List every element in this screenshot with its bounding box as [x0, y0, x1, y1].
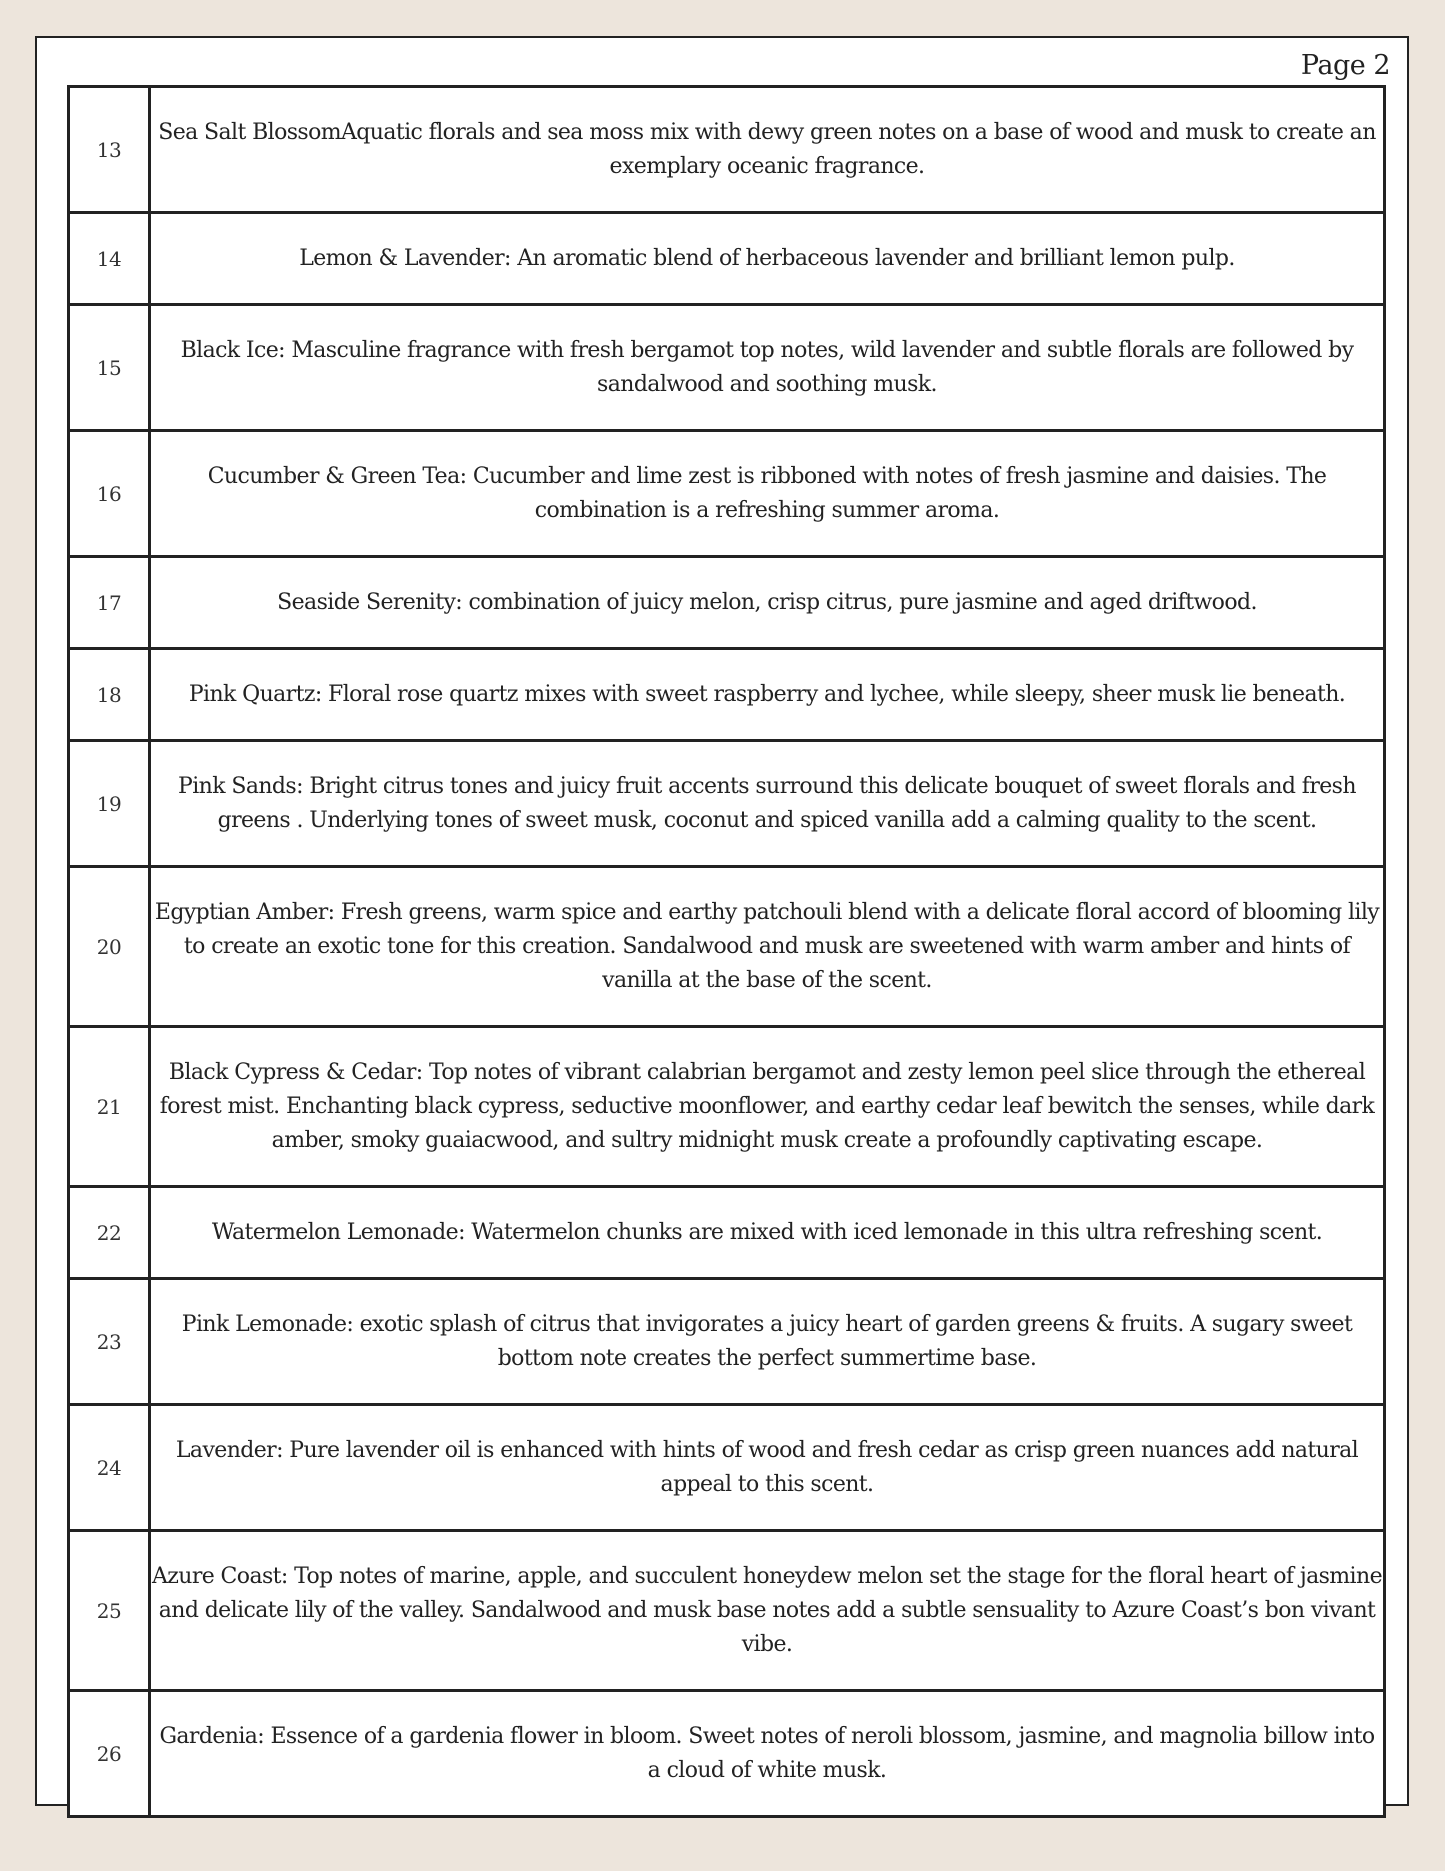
scent-number: 14: [69, 213, 150, 305]
scent-number: 21: [69, 1027, 150, 1187]
table-row: [69, 867, 1385, 1027]
page-number: Page 2: [1300, 50, 1390, 81]
scent-description: [150, 1187, 1385, 1279]
scent-description-text: Sea Salt BlossomAquatic florals and sea moss mix with dewy green notes on a base of wood and musk to create an exemplary oceanic fragrance.: [158, 119, 1376, 179]
scent-description: [150, 431, 1385, 557]
table-row: [69, 1405, 1385, 1531]
scent-description-text: Black Ice: Masculine fragrance with fresh bergamot top notes, wild lavender and subtle florals are followed by sandalwood and soothing musk.: [180, 337, 1354, 397]
scent-description: [150, 1405, 1385, 1531]
scent-number: 20: [69, 867, 150, 1027]
table-row: [69, 649, 1385, 741]
scent-number: 15: [69, 305, 150, 431]
scent-number: 25: [69, 1531, 150, 1691]
table-row: [69, 1027, 1385, 1187]
scent-description-text: Pink Sands: Bright citrus tones and juicy fruit accents surround this delicate bouquet of sweet florals and fresh greens . Underlying tones of sweet musk, coconut and spiced vanilla add a calming quality to the scent.: [178, 773, 1356, 833]
scent-description: [150, 1027, 1385, 1187]
table-row: [69, 87, 1385, 213]
table-row: [69, 1187, 1385, 1279]
scent-description-text: Gardenia: Essence of a gardenia flower in bloom. Sweet notes of neroli blossom, jasmine, and magnolia billow into a cloud of white musk.: [159, 1723, 1375, 1783]
scent-description-text: Pink Lemonade: exotic splash of citrus that invigorates a juicy heart of garden greens & fruits. A sugary sweet bottom note creates the perfect summertime base.: [181, 1311, 1353, 1371]
table-row: [69, 305, 1385, 431]
scent-description: [150, 741, 1385, 867]
table-row: [69, 557, 1385, 649]
scent-description: [150, 1691, 1385, 1817]
scent-number: 13: [69, 87, 150, 213]
scent-description: [150, 87, 1385, 213]
scent-number: 22: [69, 1187, 150, 1279]
table-row: [69, 1691, 1385, 1817]
scent-description: [150, 213, 1385, 305]
scent-number: 19: [69, 741, 150, 867]
scent-number: 23: [69, 1279, 150, 1405]
scent-description: [150, 305, 1385, 431]
table-row: [69, 213, 1385, 305]
scent-description: [150, 867, 1385, 1027]
scent-number: 24: [69, 1405, 150, 1531]
scent-description: [150, 649, 1385, 741]
scent-description-text: Cucumber & Green Tea: Cucumber and lime zest is ribboned with notes of fresh jasmine and daisies. The combination is a refreshing summer aroma.: [207, 463, 1327, 523]
scent-number: 16: [69, 431, 150, 557]
table-row: [69, 431, 1385, 557]
scent-description: [150, 557, 1385, 649]
scent-description-text: Lemon & Lavender: An aromatic blend of herbaceous lavender and brilliant lemon pulp.: [299, 245, 1235, 271]
table-row: [69, 1279, 1385, 1405]
scent-description-text: Seaside Serenity: combination of juicy melon, crisp citrus, pure jasmine and aged driftwood.: [277, 589, 1257, 615]
scent-description-text: Black Cypress & Cedar: Top notes of vibrant calabrian bergamot and zesty lemon peel slice through the ethereal forest mist. Enchanting black cypress, seductive moonflower, and earthy cedar leaf bewitch the senses, while dark amber, smoky guaiacwood, and sultry midnight musk create a profoundly captivating escape.: [159, 1059, 1375, 1153]
scent-description: [150, 1531, 1385, 1691]
scent-description-text: Azure Coast: Top notes of marine, apple, and succulent honeydew melon set the stage for the floral heart of jasmine and delicate lily of the valley. Sandalwood and musk base notes add a subtle sensuality to Azure Coast’s bon vivant vibe.: [151, 1563, 1382, 1657]
scent-description-text: Egyptian Amber: Fresh greens, warm spice and earthy patchouli blend with a delicate floral accord of blooming lily to create an exotic tone for this creation. Sandalwood and musk are sweetened with warm amber and hints of vanilla at the base of the scent.: [154, 899, 1380, 993]
scent-number: 17: [69, 557, 150, 649]
scent-description: [150, 1279, 1385, 1405]
table-row: [69, 741, 1385, 867]
scent-description-text: Watermelon Lemonade: Watermelon chunks are mixed with iced lemonade in this ultra refreshing scent.: [211, 1219, 1323, 1245]
scent-number: 18: [69, 649, 150, 741]
scent-description-text: Lavender: Pure lavender oil is enhanced with hints of wood and fresh cedar as crisp green nuances add natural appeal to this scent.: [175, 1437, 1359, 1497]
scent-description-text: Pink Quartz: Floral rose quartz mixes with sweet raspberry and lychee, while sleepy, sheer musk lie beneath.: [188, 681, 1346, 707]
scent-table: [67, 85, 1386, 1818]
scent-number: 26: [69, 1691, 150, 1817]
table-row: [69, 1531, 1385, 1691]
